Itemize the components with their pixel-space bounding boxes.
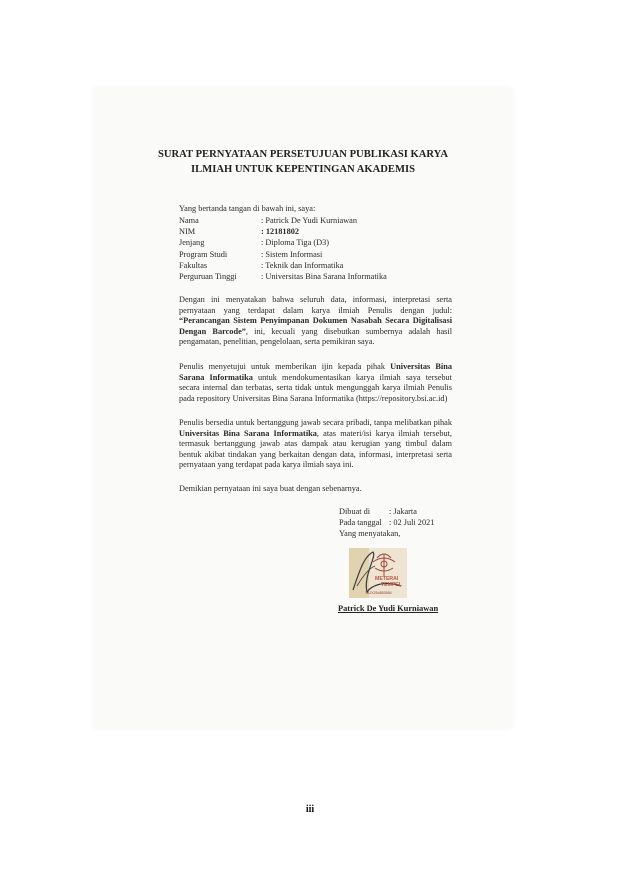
document-title bbox=[94, 147, 512, 177]
paragraph-text: Penulis bersedia untuk bertanggung jawab secara pribadi, tanpa melibatkan pihak bbox=[179, 418, 452, 427]
place-label: Dibuat di bbox=[339, 507, 371, 516]
identity-label: Perguruan Tinggi bbox=[179, 272, 237, 282]
scanned-document bbox=[94, 88, 512, 728]
statement-text: Yang menyatakan, bbox=[339, 529, 401, 538]
identity-label: Jenjang bbox=[179, 238, 205, 248]
page-number: iii bbox=[305, 804, 315, 815]
stamp-label: TEMPEL bbox=[381, 582, 403, 588]
identity-value: : 12181802 bbox=[261, 227, 300, 237]
identity-label: NIM bbox=[179, 227, 196, 237]
identity-row-faculty bbox=[179, 260, 387, 271]
paragraph-text: untuk mendokumentasikan karya ilmiah saya tersebut secara internal dan terbatas, serta tidak untuk mengunggah karya ilmiah Penulis pada repository Universitas Bina Sarana Informatika (https://repository.bsi.ac.id) bbox=[179, 372, 452, 403]
title-line-1: SURAT PERNYATAAN PERSETUJUAN PUBLIKASI KARYA bbox=[157, 149, 449, 160]
paragraph-text: , ini, kecuali yang disebutkan sumbernya adalah hasil pengamatan, penelitian, pengelolaan, serta pemikiran saya. bbox=[179, 326, 453, 347]
identity-value: : Diploma Tiga (D3) bbox=[261, 238, 329, 248]
identity-row-program bbox=[179, 249, 387, 260]
identity-row-nim bbox=[179, 226, 387, 237]
stamp-serial: 7AJX254853584 bbox=[365, 591, 392, 595]
identity-table bbox=[179, 215, 387, 282]
paragraph-declaration bbox=[179, 295, 452, 348]
meterai-stamp bbox=[343, 546, 413, 600]
university-name: Universitas Bina Sarana Informatika bbox=[179, 428, 317, 438]
identity-value: : Universitas Bina Sarana Informatika bbox=[261, 272, 387, 282]
place-row bbox=[339, 506, 434, 517]
paragraph-responsibility bbox=[179, 418, 452, 471]
identity-row-university bbox=[179, 271, 387, 282]
paragraph-text: Dengan ini menyatakan bahwa seluruh data, informasi, interpretasi serta pernyataan yang terdapat dalam karya ilmiah Penulis dengan judul: bbox=[179, 295, 452, 315]
paragraph-permission bbox=[179, 362, 452, 404]
paragraph-text: Penulis menyetujui untuk memberikan ijin kepada pihak bbox=[179, 362, 391, 371]
identity-label: Nama bbox=[179, 216, 199, 225]
thesis-title: “Perancangan Sistem Penyimpanan Dokumen Nasabah Secara Digitalisasi Dengan Barcode” bbox=[179, 316, 452, 336]
signer-name: Patrick De Yudi Kurniawan bbox=[338, 604, 439, 613]
paragraph-text: , atas materi/isi karya ilmiah tersebut, termasuk bertanggung jawab atas dampak atau kerugian yang timbul dalam bentuk akibat tindakan yang berkaitan dengan data, informasi, interpretasi serta pernyataan yang terdapat pada karya ilmiah saya ini. bbox=[179, 428, 452, 470]
identity-row-level bbox=[179, 237, 387, 248]
title-line-2: ILMIAH UNTUK KEPENTINGAN AKADEMIS bbox=[191, 164, 415, 175]
date-label: Pada tanggal bbox=[339, 518, 382, 527]
identity-value: : Teknik dan Informatika bbox=[261, 260, 344, 270]
identity-row-name bbox=[179, 215, 387, 226]
signature-block bbox=[339, 506, 434, 539]
place-value: : Jakarta bbox=[389, 507, 417, 516]
date-value: : 02 Juli 2021 bbox=[389, 518, 435, 527]
identity-value: : Sistem Informasi bbox=[261, 249, 323, 259]
identity-label: Fakultas bbox=[179, 260, 208, 270]
stamp-label: METERAI bbox=[375, 576, 399, 582]
intro-text: Yang bertanda tangan di bawah ini, saya: bbox=[179, 204, 316, 213]
identity-label: Program Studi bbox=[179, 249, 228, 259]
closing-statement: Demikian pernyataan ini saya buat dengan sebenarnya. bbox=[179, 484, 362, 493]
university-name: Universitas Bina Sarana Informatika bbox=[179, 362, 453, 382]
date-row bbox=[339, 517, 434, 528]
identity-value: : Patrick De Yudi Kurniawan bbox=[261, 216, 358, 225]
